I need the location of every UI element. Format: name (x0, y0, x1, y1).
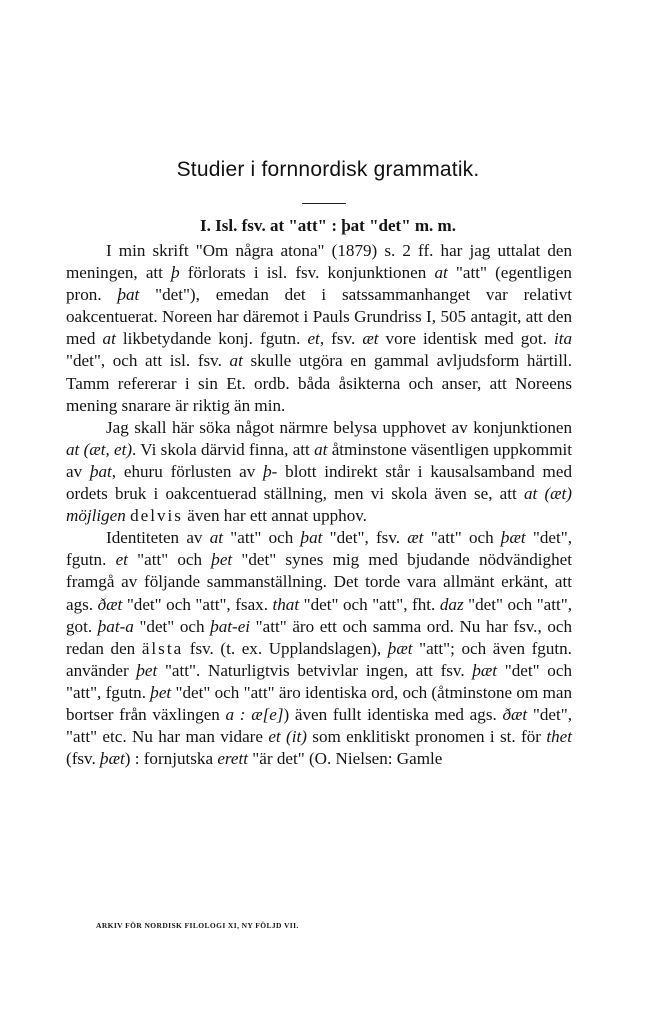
text-run: Jag skall här söka något närmre belysa upphovet av konjunktionen (106, 417, 572, 437)
italic-term: erett (217, 749, 249, 769)
spaced-emphasis: delvis (130, 506, 183, 526)
italic-term: þæt (500, 528, 526, 548)
text-run: "det" och "att", fsax. (122, 594, 273, 614)
italic-term: ðæt (97, 594, 123, 614)
italic-term: þet (211, 550, 233, 570)
text-run: "det" och "att", fgutn. (66, 660, 572, 702)
text-run: åtminstone väsentligen uppkommit av (66, 439, 572, 481)
text-run: likbetydande konj. fgutn. (115, 329, 308, 349)
text-run: "att" (egentligen pron. (66, 263, 572, 305)
italic-term: þat (89, 461, 112, 481)
italic-term: þ (171, 263, 180, 283)
text-run: ) : fornjutska (124, 749, 218, 769)
spaced-emphasis: älsta (141, 638, 184, 658)
paragraph (66, 527, 572, 770)
italic-term: æt (407, 528, 424, 548)
text-run: "det", och att isl. fsv. (66, 351, 230, 371)
text-run: som enklitiskt pronomen i st. för (306, 727, 547, 747)
section-heading: I. Isl. fsv. at "att" : þat "det" m. m. (200, 216, 456, 235)
text-run: fsv. (t. ex. Upplandslagen), (183, 638, 388, 658)
page-title: Studier i fornnordisk grammatik. (176, 158, 480, 181)
paragraph (66, 240, 572, 417)
text-run: ) även fullt identiska med ags. (283, 704, 503, 724)
text-run: , fsv. (319, 329, 363, 349)
text-run: I min skrift "Om några atona" (1879) s. 2 ff. har jag uttalat den meningen, att (66, 241, 572, 283)
text-run: "det", fgutn. (66, 528, 572, 570)
italic-term: þæt (100, 749, 125, 769)
italic-term: at (209, 528, 224, 548)
text-run: "att" och (127, 550, 212, 570)
italic-term: et (it) (268, 727, 307, 747)
italic-term: þat-ei (210, 616, 251, 636)
italic-term: þet (150, 682, 172, 702)
text-run: "det", fsv. (322, 528, 408, 548)
italic-term: þ- (263, 461, 278, 481)
text-run: , ehuru förlusten av (111, 461, 264, 481)
italic-term: at (æt, et) (66, 439, 133, 459)
text-run: (fsv. (66, 749, 101, 769)
italic-term: ðæt (502, 704, 528, 724)
italic-term: a : æ[e] (225, 704, 284, 724)
text-run: "det" och "att", got. (66, 594, 573, 636)
italic-term: that (272, 594, 300, 614)
italic-term: daz (439, 594, 464, 614)
italic-term: þæt (387, 638, 413, 658)
text-run: blott indirekt står i kausalsamband med ordets bruk i oakcentuerad ställning, men vi skola även se, att (66, 461, 572, 504)
italic-term: þat (117, 285, 140, 305)
text-run: även har ett annat upphov. (182, 506, 367, 526)
text-run: Identiteten av (106, 528, 210, 548)
text-run: "att" och (423, 528, 501, 548)
text-run: "det" och (133, 616, 211, 636)
italic-term: þæt (472, 660, 498, 680)
italic-term: þet (136, 660, 158, 680)
italic-term: et (115, 550, 128, 570)
text-run: "det" och "att", fht. (299, 594, 440, 614)
text-run: "det", "att" etc. Nu har man vidare (66, 704, 572, 747)
text-run: "att" och (223, 528, 301, 548)
italic-term: et (307, 329, 320, 349)
italic-term: æt (362, 329, 379, 349)
italic-term: þat (300, 528, 323, 548)
signature-footer: ARKIV FÖR NORDISK FILOLOGI XI, NY FÖLJD VII. (96, 921, 299, 930)
italic-term: at (æt) möjligen (66, 484, 572, 526)
title-rule (302, 203, 346, 204)
text-run: förlorats i isl. fsv. konjunktionen (179, 263, 435, 283)
text-run: vore identisk med got. (378, 329, 554, 349)
italic-term: thet (546, 727, 572, 747)
italic-term: at (229, 351, 243, 371)
text-run: . Vi skola därvid finna, att (132, 439, 315, 459)
italic-term: at (102, 329, 116, 349)
italic-term: ita (553, 329, 572, 349)
text-run: skulle utgöra en gammal avljudsform härtill. Tamm refererar i sin Et. ordb. båda åsikterna och anser, att Noreens mening snarare är riktig än min. (66, 351, 572, 415)
italic-term: þat-a (97, 616, 134, 636)
paragraph (66, 417, 572, 527)
italic-term: at (314, 439, 328, 459)
text-run: "är det" (O. Nielsen: Gamle (248, 749, 443, 769)
text-run: "det" synes mig med bjudande nödvändighet framgå av följande sammanställning. Det torde vara allmänt erkänt, att ags. (66, 550, 572, 614)
text-run: "det" och "att" äro identiska ord, och (åtminstone om man bortser från växlingen (66, 682, 572, 724)
italic-term: at (434, 263, 448, 283)
text-run: "att" äro ett och samma ord. Nu har fsv., och redan den (66, 616, 573, 658)
body-text (66, 240, 572, 770)
text-run: "det"), emedan det i satssammanhanget var relativt oakcentuerat. Noreen har däremot i Pauls Grundriss I, 505 antagit, att den med (66, 285, 572, 349)
text-run: "att". Naturligtvis betvivlar ingen, att fsv. (157, 660, 473, 680)
text-run: "att"; och även fgutn. använder (66, 638, 572, 680)
